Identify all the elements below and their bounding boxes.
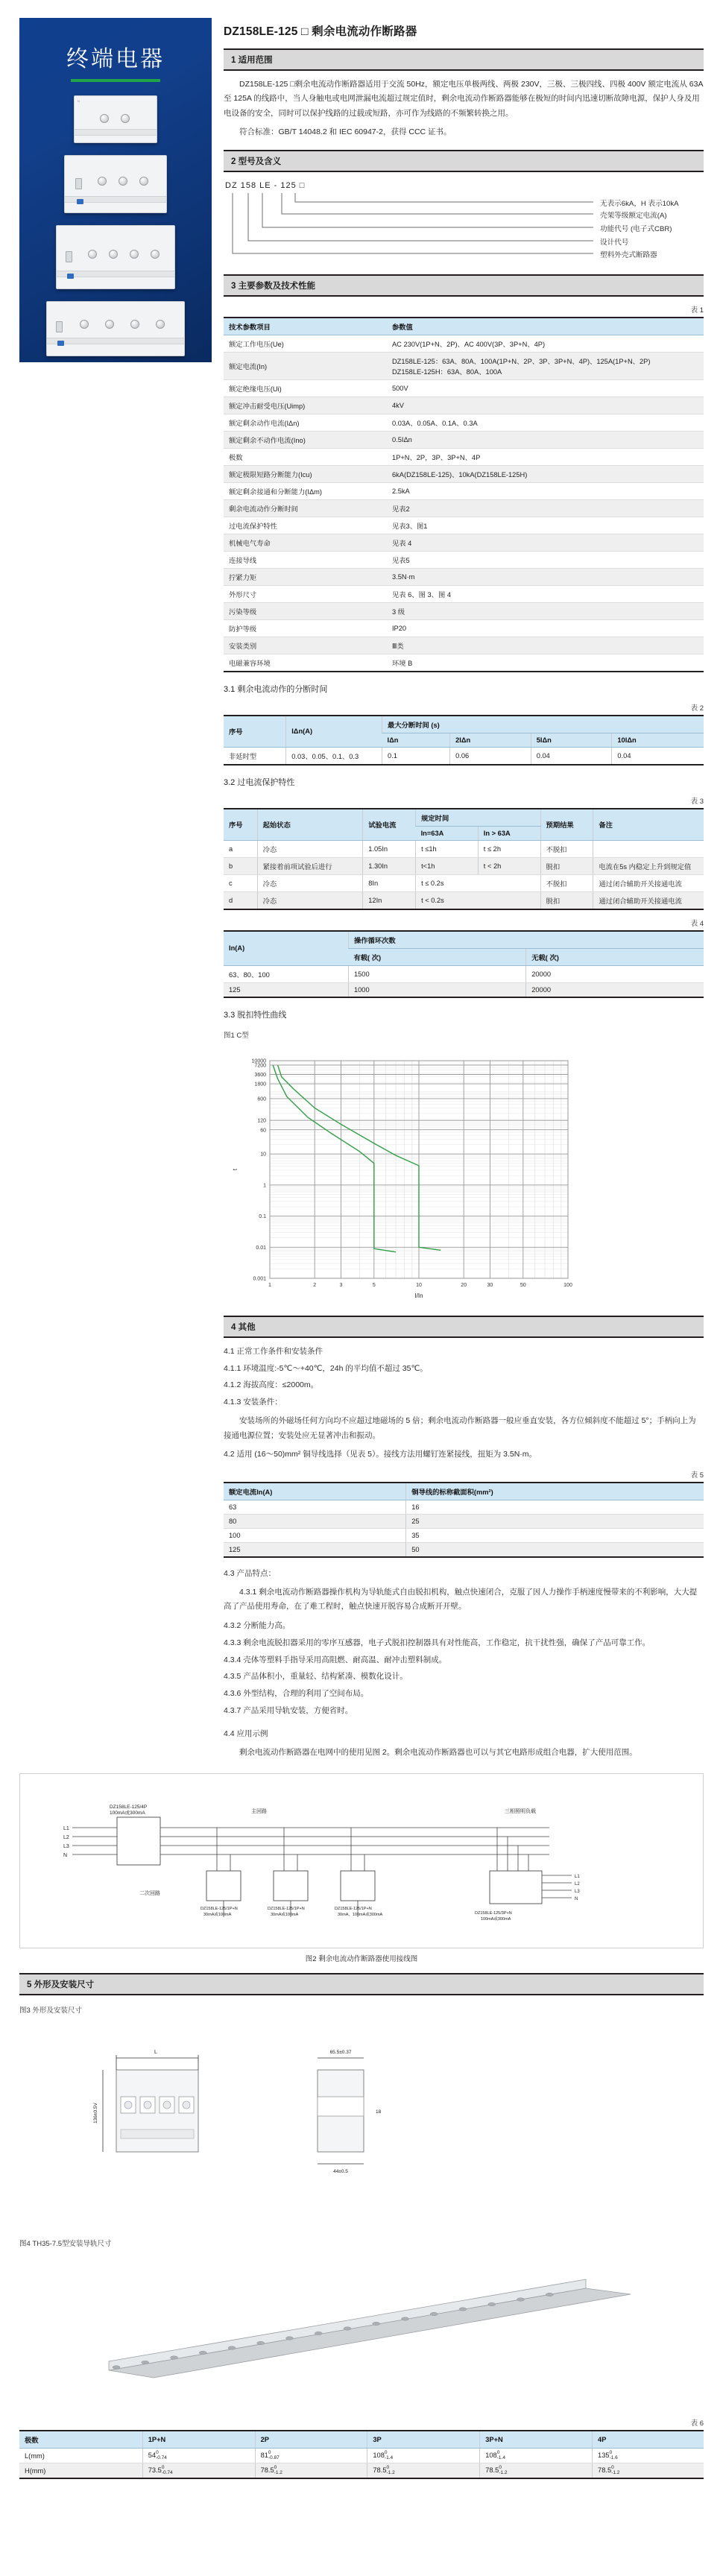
dim-value: 78.5 0 -1.2: [480, 2463, 593, 2479]
table-3-sub-1: In > 63A: [478, 826, 540, 840]
cell: 63: [224, 1500, 406, 1514]
cell: 冷态: [257, 891, 363, 909]
svg-text:DZ158LE-125/1P+N: DZ158LE-125/1P+N: [335, 1907, 372, 1912]
cell: t < 2h: [478, 857, 540, 874]
svg-text:30mA，100mA或300mA: 30mA，100mA或300mA: [338, 1913, 383, 1918]
param-name: 额定极限短路分断能力(Icu): [224, 465, 387, 482]
param-name: 额定剩余不动作电流(Ino): [224, 431, 387, 448]
table-row: [224, 448, 704, 465]
param-value: AC 230V(1P+N、2P)、AC 400V(3P、3P+N、4P): [387, 335, 704, 352]
cell: 20000: [526, 982, 704, 997]
table-3-header-4: 预期结果: [540, 809, 593, 841]
wiring-diagram-svg: [28, 1781, 698, 1938]
cell: 通过闭合辅助开关接通电流: [593, 874, 704, 891]
table-6-body: [19, 2449, 704, 2479]
figure-4-caption: 图4 TH35-7.5型安装导轨尺寸: [19, 2240, 112, 2249]
table-row: [224, 551, 704, 568]
cell: 不脱扣: [540, 840, 593, 857]
table-row: [224, 840, 704, 857]
table-3-header-1: 起始状态: [257, 809, 363, 841]
other-p42: 4.2 适用 (16～50)mm² 铜导线选择（见表 5）。接线方法用螺钉连紧接线，扭矩为 3.5N·m。: [224, 1450, 537, 1459]
svg-text:L2: L2: [575, 1882, 580, 1887]
dim-label: L(mm): [19, 2449, 142, 2463]
table-row: [224, 499, 704, 517]
hero-panel: [19, 18, 212, 362]
svg-text:I/In: I/In: [414, 1292, 423, 1299]
param-value: Ⅲ类: [387, 637, 704, 654]
cell: 电流在5s 内稳定上升到规定值: [593, 857, 704, 874]
table-3-header-3: 规定时间: [416, 809, 540, 827]
table-row: [224, 335, 704, 352]
cell: 8In: [363, 874, 416, 891]
table-2-sub-0: IΔn: [382, 733, 450, 747]
param-name: 污染等级: [224, 602, 387, 619]
svg-text:44±0.5: 44±0.5: [333, 2169, 348, 2175]
param-value: 3 级: [387, 602, 704, 619]
cell: 63、80、100: [224, 965, 348, 982]
table-3-overcurrent: [224, 808, 704, 910]
dim-value: 108 0 -1.4: [480, 2449, 593, 2463]
table-1-main-parameters: [224, 317, 704, 672]
cell: 非延时型: [224, 747, 286, 765]
param-value: 见表3、图1: [387, 517, 704, 534]
model-label-1: 壳架等级额定电流(A): [600, 211, 667, 220]
param-value: 0.03A、0.05A、0.1A、0.3A: [387, 414, 704, 431]
table-row: [224, 414, 704, 431]
table-row: [19, 2463, 704, 2479]
other-p432: 4.3.2 分断能力高。: [224, 1620, 291, 1630]
svg-text:主回路: 主回路: [251, 1809, 267, 1815]
svg-text:20: 20: [461, 1282, 467, 1288]
cell: 125: [224, 982, 348, 997]
cell: 1000: [348, 982, 525, 997]
other-p44: 剩余电流动作断路器在电网中的使用见图 2。剩余电流动作断路器也可以与其它电路形成组合电器，扩大使用范围。: [239, 1747, 637, 1757]
param-value: 3.5N·m: [387, 568, 704, 585]
model-designation-diagram: [224, 181, 704, 265]
table-row: [224, 379, 704, 397]
trip-curve-svg: [224, 1050, 641, 1304]
table-3-header-0: 序号: [224, 809, 257, 841]
trip-curve-chart: [224, 1046, 704, 1306]
table-2-sub-3: 10IΔn: [612, 733, 704, 747]
param-name: 防护等级: [224, 619, 387, 637]
cell: [593, 840, 704, 857]
svg-text:1800: 1800: [254, 1082, 266, 1087]
table-5-header-1: 铜导线的标称截面积(mm²): [406, 1483, 704, 1500]
param-name: 额定冲击耐受电压(Uimp): [224, 397, 387, 414]
table-4-caption: 表 4: [690, 919, 704, 928]
table-row: [224, 982, 704, 997]
table-row: [19, 2449, 704, 2463]
svg-text:DZ158LE-125/3P+N: DZ158LE-125/3P+N: [475, 1911, 512, 1916]
other-p412: 4.1.2 海拔高度：≤2000m。: [224, 1380, 319, 1390]
table-2-header-group: 最大分断时间 (s): [382, 716, 704, 733]
cell: 0.04: [612, 747, 704, 765]
table-row: [224, 602, 704, 619]
cell: 1.30In: [363, 857, 416, 874]
cell: 脱扣: [540, 891, 593, 909]
wiring-diagram-box: [19, 1773, 704, 1948]
param-value: 6kA(DZ158LE-125)、10kA(DZ158LE-125H): [387, 465, 704, 482]
other-p413: 4.1.3 安装条件：: [224, 1398, 282, 1407]
section-3-header: [224, 274, 704, 297]
svg-text:2: 2: [313, 1282, 317, 1288]
param-name: 连接导线: [224, 551, 387, 568]
table-1-caption: 表 1: [690, 306, 704, 315]
svg-text:30: 30: [487, 1282, 493, 1288]
svg-text:18: 18: [376, 2109, 382, 2115]
svg-text:三相照明负载: 三相照明负载: [505, 1809, 536, 1815]
param-name: 额定剩余接通和分断能力(IΔm): [224, 482, 387, 499]
cell: a: [224, 840, 257, 857]
table-6-header: 1P+N: [142, 2431, 255, 2449]
svg-text:t: t: [232, 1168, 239, 1170]
other-h44: 4.4 应用示例: [224, 1729, 268, 1739]
table-row: [224, 1500, 704, 1514]
dim-value: 108 0 -1.4: [367, 2449, 480, 2463]
dimension-drawing-svg: [19, 2025, 690, 2212]
svg-text:L: L: [154, 2050, 157, 2056]
table-row: [224, 965, 704, 982]
table-5-conductor: [224, 1482, 704, 1558]
other-p431: 4.3.1 剩余电流动作断路器操作机构为导轨能式自由脱扣机构，触点快速闭合，克服了因人力操作手柄速度慢带来的不利影响，大大提高了产品使用寿命，在了难工程时，触点快速开脱容易合成断开开壁。: [224, 1587, 698, 1611]
cell: t < 0.2s: [416, 891, 540, 909]
table-6-header: 3P: [367, 2431, 480, 2449]
table-5-caption: 表 5: [690, 1471, 704, 1480]
section-4-label: 4 其他: [224, 1316, 704, 1338]
svg-text:N: N: [575, 1897, 578, 1902]
hero-underline: [71, 79, 160, 82]
table-6-dimensions: [19, 2430, 704, 2479]
cell: 不脱扣: [540, 874, 593, 891]
param-value: 见表5: [387, 551, 704, 568]
cell: 0.03、0.05、0.1、0.3: [286, 747, 382, 765]
svg-text:二次回路: 二次回路: [139, 1891, 160, 1897]
dimension-drawing-box: [19, 2021, 704, 2218]
param-value: DZ158LE-125：63A、80A、100A(1P+N、2P、3P、3P+N、4P)、125A(1P+N、2P) DZ158LE-125H：63A、80A、100A: [387, 352, 704, 379]
dim-value: 73.5 0 -0.74: [142, 2463, 255, 2479]
table-6-header: 极数: [19, 2431, 142, 2449]
section-2-header: [224, 150, 704, 172]
table-4-header-group: 操作循环次数: [348, 931, 704, 949]
section-1-label: 1 适用范围: [224, 48, 704, 71]
dim-value: 81 0 -0.87: [255, 2449, 367, 2463]
svg-text:600: 600: [257, 1096, 266, 1102]
cell: 16: [406, 1500, 704, 1514]
table-6-caption: 表 6: [690, 2419, 704, 2428]
table-1-header-1: 参数值: [387, 318, 704, 335]
svg-text:5: 5: [372, 1282, 376, 1288]
table-2-header-idn: IΔn(A): [286, 716, 382, 748]
cell: d: [224, 891, 257, 909]
svg-text:10000: 10000: [251, 1058, 266, 1064]
param-name: 电磁兼容环境: [224, 654, 387, 672]
cell: c: [224, 874, 257, 891]
svg-text:120: 120: [257, 1118, 266, 1124]
param-value: IP20: [387, 619, 704, 637]
table-6-header: 3P+N: [480, 2431, 593, 2449]
section-4-header: [224, 1316, 704, 1338]
param-value: 见表 6、图 3、图 4: [387, 585, 704, 602]
cell: t ≤1h: [416, 840, 479, 857]
model-label-0: 无表示6kA，H 表示10kA: [600, 199, 679, 208]
svg-text:DZ158LE-125/4P: DZ158LE-125/4P: [110, 1805, 148, 1811]
param-name: 拧紧力矩: [224, 568, 387, 585]
svg-text:L1: L1: [575, 1875, 580, 1880]
svg-text:30mA或100mA: 30mA或100mA: [271, 1913, 299, 1918]
svg-text:10: 10: [416, 1282, 422, 1288]
table-5-body: [224, 1500, 704, 1557]
param-name: 极数: [224, 448, 387, 465]
product-photo-4p: [56, 225, 175, 289]
other-p411: 4.1.1 环境温度:-5℃～+40℃，24h 的平均值不超过 35℃。: [224, 1363, 428, 1373]
svg-text:L2: L2: [63, 1835, 69, 1841]
svg-text:100: 100: [563, 1282, 572, 1288]
svg-text:0.001: 0.001: [253, 1276, 266, 1282]
param-name: 机械电气寿命: [224, 534, 387, 551]
table-row: [224, 1528, 704, 1542]
table-row: [224, 747, 704, 765]
cell: 脱扣: [540, 857, 593, 874]
table-row: [224, 857, 704, 874]
other-p434: 4.3.4 壳体等塑料手指导采用高阻燃、耐高温、耐冲击塑料制成。: [224, 1655, 447, 1664]
table-row: [224, 891, 704, 909]
curve-subhead: 3.3 脱扣特性曲线: [224, 1010, 287, 1020]
table-3-sub-0: In=63A: [416, 826, 479, 840]
cell: 100: [224, 1528, 406, 1542]
right-column: [212, 18, 704, 1764]
cell: t ≤ 2h: [478, 840, 540, 857]
cell: 冷态: [257, 840, 363, 857]
other-p413b: 安装场所的外磁场任何方向均不应超过地磁场的 5 倍；剩余电流动作断路器一般应垂直安装，各方位倾斜度不能超过 5°；手柄向上为接通电源位置；安装处应无显著冲击和振动。: [224, 1416, 696, 1440]
svg-text:DZ158LE-125/1P+N: DZ158LE-125/1P+N: [268, 1907, 305, 1912]
cell: 80: [224, 1514, 406, 1528]
table-row: [224, 874, 704, 891]
table-row: [224, 397, 704, 414]
cell: 50: [406, 1542, 704, 1557]
svg-text:0.1: 0.1: [259, 1213, 266, 1219]
figure-2-caption: 图2 剩余电流动作断路器使用接线图: [305, 1955, 418, 1964]
param-name: 额定剩余动作电流(IΔn): [224, 414, 387, 431]
table-5-header-0: 额定电流In(A): [224, 1483, 406, 1500]
other-p433: 4.3.3 剩余电流脱扣器采用的零序互感器，电子式脱扣控制器具有对性能高，工作稳定，抗干扰性强，确保了产品可靠工作。: [224, 1638, 651, 1647]
table-3-caption: 表 3: [690, 797, 704, 806]
param-value: 4kV: [387, 397, 704, 414]
model-label-2: 功能代号 (电子式CBR): [600, 224, 672, 233]
scope-paragraph-1: DZ158LE-125 □剩余电流动作断路器适用于交流 50Hz，额定电压单极两线、两极 230V，三极、三极四线、四极 400V 额定电流从 63A 至 125A 的线路中，当人身触电或电网泄漏电流超过规定值时，剩余电流动作断路器能够在极短的时间内迅速切断故障电源，保护人身及用电设备的安全，同时可以保护线路的过载或短路，亦可作为线路的不频繁转换之用。: [224, 80, 703, 118]
rail-drawing-svg: [19, 2258, 690, 2400]
cell: 冷态: [257, 874, 363, 891]
svg-text:1: 1: [268, 1282, 271, 1288]
param-name: 安装类别: [224, 637, 387, 654]
table-2-sub-2: 5IΔn: [531, 733, 612, 747]
table-2-body: [224, 747, 704, 765]
other-h43: 4.3 产品特点：: [224, 1568, 277, 1578]
table-2-caption: 表 2: [690, 704, 704, 713]
param-value: 1P+N、2P，3P、3P+N、4P: [387, 448, 704, 465]
table-3-subhead: 3.2 过电流保护特性: [224, 777, 295, 787]
cell: 35: [406, 1528, 704, 1542]
table-4-life: [224, 930, 704, 998]
product-photo-4p-wide: [46, 301, 185, 356]
table-4-sub-0: 有载( 次): [348, 948, 525, 965]
svg-text:0.01: 0.01: [256, 1245, 266, 1251]
param-name: 额定工作电压(Ue): [224, 335, 387, 352]
svg-text:100mA或300mA: 100mA或300mA: [481, 1917, 511, 1922]
cell: 通过闭合辅助开关接通电流: [593, 891, 704, 909]
svg-text:3: 3: [339, 1282, 343, 1288]
table-row: [224, 517, 704, 534]
param-name: 过电流保护特性: [224, 517, 387, 534]
hero-title: 终端电器: [66, 46, 165, 72]
table-3-header-5: 备注: [593, 809, 704, 841]
table-2-sub-1: 2IΔn: [450, 733, 531, 747]
other-p437: 4.3.7 产品采用导轨安装，方便省时。: [224, 1706, 353, 1716]
cell: 25: [406, 1514, 704, 1528]
table-2-header-no: 序号: [224, 716, 286, 748]
svg-text:DZ158LE-125/1P+N: DZ158LE-125/1P+N: [201, 1907, 238, 1912]
table-row: [224, 585, 704, 602]
dim-value: 78.5 0 -1.2: [255, 2463, 367, 2479]
table-row: [224, 654, 704, 672]
table-row: [224, 1514, 704, 1528]
table-row: [224, 534, 704, 551]
section-3-label: 3 主要参数及技术性能: [224, 274, 704, 297]
table-row: [224, 431, 704, 448]
table-6-header-row: [19, 2431, 704, 2449]
svg-text:65.5±0.37: 65.5±0.37: [329, 2050, 352, 2056]
svg-text:10: 10: [260, 1152, 266, 1158]
table-row: [224, 568, 704, 585]
cell: t<1h: [416, 857, 479, 874]
page-title: DZ158LE-125 □ 剩余电流动作断路器: [224, 25, 417, 38]
param-value: 见表 4: [387, 534, 704, 551]
svg-text:N: N: [63, 1853, 68, 1859]
svg-text:100mA或300mA: 100mA或300mA: [110, 1811, 145, 1816]
table-6-header: 4P: [593, 2431, 704, 2449]
dim-value: 78.5 0 -1.2: [593, 2463, 704, 2479]
cell: 紧接着前项试验后进行: [257, 857, 363, 874]
param-name: 额定绝缘电压(Ui): [224, 379, 387, 397]
other-p435: 4.3.5 产品体积小，重量轻、结构紧凑、模数化设计。: [224, 1672, 408, 1682]
table-2-subhead: 3.1 剩余电流动作的分断时间: [224, 684, 328, 694]
figure-3-caption: 图3 外形及安装尺寸: [19, 2007, 82, 2015]
other-h41: 4.1 正常工作条件和安装条件: [224, 1346, 323, 1356]
table-row: [224, 465, 704, 482]
table-row: [224, 482, 704, 499]
param-name: 额定电流(In): [224, 352, 387, 379]
section-5-label: 5 外形及安装尺寸: [19, 1973, 704, 1995]
cell: 0.04: [531, 747, 612, 765]
section-1-header: [224, 48, 704, 71]
section-2-label: 2 型号及含义: [224, 150, 704, 172]
param-value: 2.5kA: [387, 482, 704, 499]
table-6-header: 2P: [255, 2431, 367, 2449]
cell: 1.05In: [363, 840, 416, 857]
table-4-sub-1: 无载( 次): [526, 948, 704, 965]
table-4-header-in: In(A): [224, 931, 348, 966]
param-value: 见表2: [387, 499, 704, 517]
svg-text:7200: 7200: [254, 1063, 266, 1069]
section-5-header: [19, 1973, 704, 1995]
param-value: 0.5IΔn: [387, 431, 704, 448]
svg-text:136±0.5V: 136±0.5V: [93, 2103, 98, 2124]
scope-paragraph-2: 符合标准：GB/T 14048.2 和 IEC 60947-2，获得 CCC 证书。: [239, 127, 452, 137]
svg-text:30mA或100mA: 30mA或100mA: [203, 1913, 232, 1918]
param-name: 外形尺寸: [224, 585, 387, 602]
table-row: [224, 637, 704, 654]
cell: t ≤ 0.2s: [416, 874, 540, 891]
table-row: [224, 352, 704, 379]
wiring-section: [0, 1773, 723, 2497]
model-code: DZ 158 LE - 125 □: [225, 180, 306, 190]
table-3-body: [224, 840, 704, 909]
table-2-breaking-time: [224, 715, 704, 765]
cell: b: [224, 857, 257, 874]
param-value: 500V: [387, 379, 704, 397]
table-row: [224, 619, 704, 637]
other-p436: 4.3.6 外型结构，合理的利用了空间布局。: [224, 1689, 369, 1699]
product-image-stack: [19, 95, 212, 356]
table-4-body: [224, 965, 704, 997]
dim-value: 54 0 -0.74: [142, 2449, 255, 2463]
table-3-header-2: 试验电流: [363, 809, 416, 841]
table-1-body: [224, 335, 704, 672]
dim-value: 78.5 0 -1.2: [367, 2463, 480, 2479]
svg-text:60: 60: [260, 1127, 266, 1133]
param-value: 环境 B: [387, 654, 704, 672]
svg-text:L1: L1: [63, 1826, 69, 1832]
cell: 0.1: [382, 747, 450, 765]
table-1-header-0: 技术参数项目: [224, 318, 387, 335]
cell: 20000: [526, 965, 704, 982]
svg-text:L3: L3: [63, 1844, 69, 1850]
model-label-4: 塑料外壳式断路器: [600, 250, 657, 259]
svg-text:50: 50: [520, 1282, 526, 1288]
product-photo-2p: N: [74, 95, 157, 143]
cell: 125: [224, 1542, 406, 1557]
dim-label: H(mm): [19, 2463, 142, 2479]
svg-text:L3: L3: [575, 1890, 580, 1895]
figure-1-caption: 图1 C型: [224, 1031, 249, 1040]
cell: 0.06: [450, 747, 531, 765]
rail-drawing-box: [19, 2254, 704, 2407]
cell: 12In: [363, 891, 416, 909]
table-row: [224, 1542, 704, 1557]
cell: 1500: [348, 965, 525, 982]
svg-text:1: 1: [263, 1183, 266, 1189]
model-label-3: 设计代号: [600, 238, 629, 247]
param-name: 剩余电流动作分断时间: [224, 499, 387, 517]
product-photo-3p: [64, 155, 167, 213]
dim-value: 135 0 -1.6: [593, 2449, 704, 2463]
svg-text:3600: 3600: [254, 1072, 266, 1078]
